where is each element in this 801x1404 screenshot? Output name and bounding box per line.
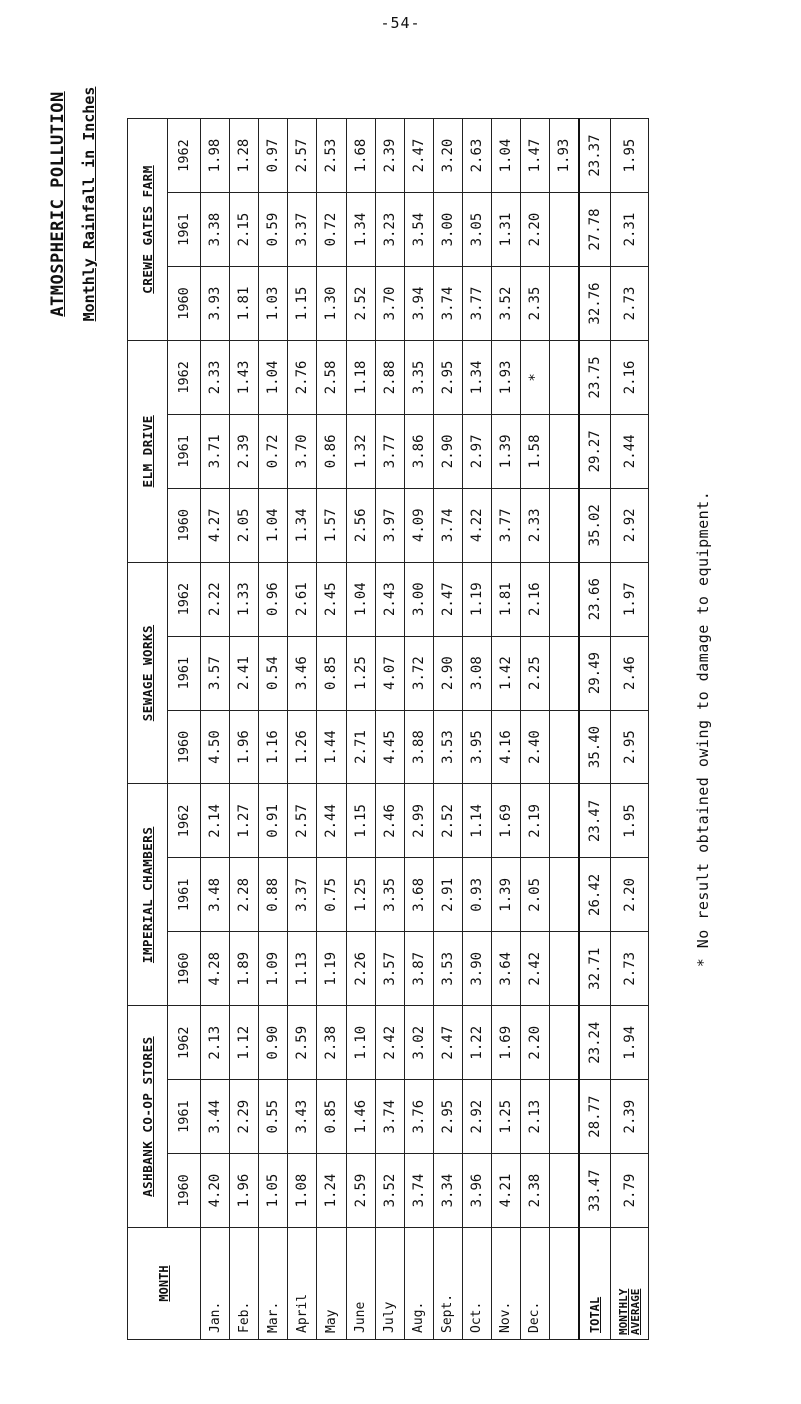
- rainfall-cell: 2.16: [520, 562, 549, 636]
- month-label: Oct.: [462, 1228, 491, 1340]
- empty-cell: [549, 1154, 579, 1228]
- rainfall-cell: 1.30: [317, 267, 346, 341]
- rainfall-cell: 0.75: [317, 858, 346, 932]
- rainfall-cell: 2.53: [317, 119, 346, 193]
- rainfall-cell: 1.15: [346, 784, 375, 858]
- rainfall-cell: 3.05: [462, 193, 491, 267]
- rainfall-cell: 3.53: [433, 710, 462, 784]
- rainfall-cell: 2.52: [433, 784, 462, 858]
- page-number: -54-: [380, 14, 421, 32]
- rainfall-cell: 3.95: [462, 710, 491, 784]
- year-header: 1962: [167, 1006, 200, 1080]
- rainfall-cell: 2.57: [288, 784, 317, 858]
- rainfall-cell: 3.08: [462, 636, 491, 710]
- rainfall-cell: 2.45: [317, 562, 346, 636]
- average-label: [611, 1228, 649, 1340]
- average-label-line: AVERAGE: [628, 1288, 642, 1335]
- rainfall-cell: 1.89: [230, 932, 259, 1006]
- empty-cell: [549, 488, 579, 562]
- empty-cell: [549, 193, 579, 267]
- rainfall-cell: 2.13: [520, 1080, 549, 1154]
- rainfall-cell: 2.92: [462, 1080, 491, 1154]
- rainfall-cell: 3.97: [375, 488, 404, 562]
- empty-cell: [549, 1080, 579, 1154]
- rainfall-cell: *: [520, 340, 549, 414]
- rainfall-cell: 1.93: [491, 340, 520, 414]
- rainfall-cell: 2.57: [288, 119, 317, 193]
- rainfall-cell: 4.07: [375, 636, 404, 710]
- rainfall-cell: 3.35: [375, 858, 404, 932]
- month-label: July: [375, 1228, 404, 1340]
- rainfall-cell: 2.40: [520, 710, 549, 784]
- rainfall-cell: 1.16: [259, 710, 288, 784]
- empty-cell: [549, 636, 579, 710]
- rainfall-cell: 3.37: [288, 858, 317, 932]
- rainfall-cell: 2.47: [433, 1006, 462, 1080]
- page-subtitle: Monthly Rainfall in Inches: [80, 86, 98, 322]
- year-header: 1961: [167, 414, 200, 488]
- rainfall-cell: 2.42: [375, 1006, 404, 1080]
- rainfall-cell: 2.14: [201, 784, 230, 858]
- rainfall-cell: 0.59: [259, 193, 288, 267]
- average-cell: 2.95: [611, 710, 649, 784]
- rainfall-cell: 1.42: [491, 636, 520, 710]
- rainfall-cell: 1.10: [346, 1006, 375, 1080]
- total-cell: 23.75: [579, 340, 611, 414]
- rainfall-cell: 1.13: [288, 932, 317, 1006]
- month-label: Sept.: [433, 1228, 462, 1340]
- year-header: 1961: [167, 193, 200, 267]
- rainfall-cell: 2.46: [375, 784, 404, 858]
- month-label: Nov.: [491, 1228, 520, 1340]
- average-cell: 2.46: [611, 636, 649, 710]
- rainfall-cell: 3.88: [404, 710, 433, 784]
- rainfall-cell: 2.47: [433, 562, 462, 636]
- rainfall-cell: 2.95: [433, 340, 462, 414]
- rainfall-cell: 1.58: [520, 414, 549, 488]
- rainfall-cell: 4.45: [375, 710, 404, 784]
- table-row: [346, 119, 375, 1340]
- rainfall-cell: 0.96: [259, 562, 288, 636]
- table-row: [520, 119, 549, 1340]
- rainfall-cell: 1.47: [520, 119, 549, 193]
- rainfall-cell: 1.15: [288, 267, 317, 341]
- rainfall-cell: 2.90: [433, 636, 462, 710]
- rainfall-cell: 3.87: [404, 932, 433, 1006]
- rainfall-cell: 1.25: [491, 1080, 520, 1154]
- average-cell: 2.73: [611, 932, 649, 1006]
- total-cell: 32.76: [579, 267, 611, 341]
- rainfall-cell: 3.64: [491, 932, 520, 1006]
- year-header: 1962: [167, 784, 200, 858]
- total-cell: 32.71: [579, 932, 611, 1006]
- average-label-line: MONTHLY: [616, 1288, 630, 1335]
- rainfall-cell: 3.77: [375, 414, 404, 488]
- average-cell: 1.94: [611, 1006, 649, 1080]
- station-header: ASHBANK CO-OP STORES: [128, 1006, 168, 1228]
- month-label: Aug.: [404, 1228, 433, 1340]
- year-header: 1960: [167, 1154, 200, 1228]
- empty-cell: [549, 1006, 579, 1080]
- rainfall-cell: 3.23: [375, 193, 404, 267]
- rainfall-cell: 3.20: [433, 119, 462, 193]
- rainfall-cell: 1.34: [462, 340, 491, 414]
- rainfall-cell: 2.05: [520, 858, 549, 932]
- rainfall-cell: 1.25: [346, 636, 375, 710]
- rainfall-cell: 1.34: [346, 193, 375, 267]
- rainfall-cell: 4.20: [201, 1154, 230, 1228]
- rainfall-cell: 1.32: [346, 414, 375, 488]
- rainfall-cell: 2.76: [288, 340, 317, 414]
- month-label: April: [288, 1228, 317, 1340]
- rainfall-cell: 1.19: [462, 562, 491, 636]
- rainfall-cell: 4.22: [462, 488, 491, 562]
- rainfall-cell: 1.22: [462, 1006, 491, 1080]
- rainfall-cell: 3.68: [404, 858, 433, 932]
- rainfall-cell: 0.91: [259, 784, 288, 858]
- year-header: 1961: [167, 636, 200, 710]
- rainfall-cell: 1.93: [549, 119, 579, 193]
- total-cell: 28.77: [579, 1080, 611, 1154]
- rainfall-cell: 2.59: [288, 1006, 317, 1080]
- rainfall-cell: 2.33: [520, 488, 549, 562]
- rainfall-cell: 4.16: [491, 710, 520, 784]
- rainfall-cell: 1.69: [491, 1006, 520, 1080]
- station-header: CREWE GATES FARM: [128, 119, 168, 341]
- rainfall-cell: 1.39: [491, 414, 520, 488]
- rainfall-cell: 3.35: [404, 340, 433, 414]
- rainfall-cell: 3.52: [491, 267, 520, 341]
- rainfall-cell: 3.53: [433, 932, 462, 1006]
- table-row: [491, 119, 520, 1340]
- empty-cell: [549, 414, 579, 488]
- rainfall-cell: 2.38: [520, 1154, 549, 1228]
- rainfall-cell: 3.94: [404, 267, 433, 341]
- average-cell: 2.92: [611, 488, 649, 562]
- rainfall-cell: 2.95: [433, 1080, 462, 1154]
- rainfall-cell: 1.98: [201, 119, 230, 193]
- rainfall-cell: 2.58: [317, 340, 346, 414]
- rainfall-cell: 1.43: [230, 340, 259, 414]
- rainfall-cell: 1.68: [346, 119, 375, 193]
- rainfall-cell: 3.74: [433, 488, 462, 562]
- average-cell: 1.95: [611, 784, 649, 858]
- total-label: TOTAL: [579, 1228, 611, 1340]
- year-header: 1961: [167, 858, 200, 932]
- rainfall-cell: 2.05: [230, 488, 259, 562]
- rainfall-cell: 3.76: [404, 1080, 433, 1154]
- rainfall-cell: 2.26: [346, 932, 375, 1006]
- year-header: 1960: [167, 710, 200, 784]
- rainfall-cell: 3.57: [375, 932, 404, 1006]
- rainfall-cell: 1.46: [346, 1080, 375, 1154]
- table-row: [201, 119, 230, 1340]
- rainfall-cell: 2.39: [375, 119, 404, 193]
- total-cell: 35.40: [579, 710, 611, 784]
- rainfall-cell: 1.44: [317, 710, 346, 784]
- rainfall-cell: 1.14: [462, 784, 491, 858]
- rainfall-cell: 3.52: [375, 1154, 404, 1228]
- empty-cell: [549, 340, 579, 414]
- table-row: [230, 119, 259, 1340]
- rainfall-cell: 2.13: [201, 1006, 230, 1080]
- rainfall-cell: 0.55: [259, 1080, 288, 1154]
- rainfall-cell: 1.08: [288, 1154, 317, 1228]
- rainfall-cell: 0.72: [259, 414, 288, 488]
- rainfall-cell: 2.59: [346, 1154, 375, 1228]
- average-cell: 2.73: [611, 267, 649, 341]
- rainfall-cell: 1.04: [346, 562, 375, 636]
- station-header: SEWAGE WORKS: [128, 562, 168, 784]
- station-header-row: [128, 119, 168, 1340]
- average-cell: 2.16: [611, 340, 649, 414]
- rainfall-cell: 3.48: [201, 858, 230, 932]
- rainfall-cell: 1.81: [491, 562, 520, 636]
- rainfall-cell: 2.25: [520, 636, 549, 710]
- empty-cell: [549, 932, 579, 1006]
- empty-cell: [549, 784, 579, 858]
- rainfall-cell: 3.38: [201, 193, 230, 267]
- rainfall-cell: 3.02: [404, 1006, 433, 1080]
- rainfall-cell: 3.72: [404, 636, 433, 710]
- total-cell: 23.37: [579, 119, 611, 193]
- footnote: * No result obtained owing to damage to equipment.: [694, 490, 712, 968]
- average-cell: 2.31: [611, 193, 649, 267]
- rainfall-cell: 2.28: [230, 858, 259, 932]
- rainfall-cell: 3.37: [288, 193, 317, 267]
- rainfall-cell: 2.43: [375, 562, 404, 636]
- average-cell: 2.44: [611, 414, 649, 488]
- month-label: Dec.: [520, 1228, 549, 1340]
- rainfall-cell: 2.71: [346, 710, 375, 784]
- total-cell: 23.47: [579, 784, 611, 858]
- rainfall-cell: 2.20: [520, 193, 549, 267]
- rainfall-cell: 3.44: [201, 1080, 230, 1154]
- month-label: Mar.: [259, 1228, 288, 1340]
- total-cell: 33.47: [579, 1154, 611, 1228]
- rainfall-cell: 0.72: [317, 193, 346, 267]
- empty-cell: [549, 267, 579, 341]
- rainfall-cell: 1.04: [259, 488, 288, 562]
- total-row: [579, 119, 611, 1340]
- rainfall-cell: 1.09: [259, 932, 288, 1006]
- rainfall-cell: 1.96: [230, 1154, 259, 1228]
- table-row: [259, 119, 288, 1340]
- rainfall-cell: 1.26: [288, 710, 317, 784]
- rainfall-cell: 3.74: [375, 1080, 404, 1154]
- average-row: [611, 119, 649, 1340]
- rainfall-cell: 2.97: [462, 414, 491, 488]
- rainfall-cell: 3.93: [201, 267, 230, 341]
- rainfall-cell: 0.86: [317, 414, 346, 488]
- rainfall-cell: 3.74: [404, 1154, 433, 1228]
- rainfall-cell: 1.33: [230, 562, 259, 636]
- rainfall-cell: 1.03: [259, 267, 288, 341]
- station-header: IMPERIAL CHAMBERS: [128, 784, 168, 1006]
- year-header: 1960: [167, 932, 200, 1006]
- total-cell: 29.49: [579, 636, 611, 710]
- table-row: [375, 119, 404, 1340]
- rainfall-cell: 3.70: [288, 414, 317, 488]
- rainfall-cell: 1.31: [491, 193, 520, 267]
- month-label: Jan.: [201, 1228, 230, 1340]
- rainfall-cell: 0.85: [317, 1080, 346, 1154]
- rainfall-cell: 0.85: [317, 636, 346, 710]
- rainfall-cell: 3.74: [433, 267, 462, 341]
- table-row: [462, 119, 491, 1340]
- station-header: ELM DRIVE: [128, 340, 168, 562]
- year-header: 1960: [167, 267, 200, 341]
- rainfall-cell: 3.43: [288, 1080, 317, 1154]
- year-header-row: [167, 119, 200, 1340]
- rainfall-cell: 1.57: [317, 488, 346, 562]
- rainfall-cell: 1.69: [491, 784, 520, 858]
- rainfall-cell: 1.28: [230, 119, 259, 193]
- rainfall-cell: 2.41: [230, 636, 259, 710]
- month-label: June: [346, 1228, 375, 1340]
- rainfall-table: [127, 118, 649, 1340]
- rainfall-cell: 3.77: [491, 488, 520, 562]
- rainfall-cell: 2.61: [288, 562, 317, 636]
- year-header: 1962: [167, 119, 200, 193]
- table-row: [317, 119, 346, 1340]
- rainfall-cell: 1.19: [317, 932, 346, 1006]
- rainfall-cell: 4.21: [491, 1154, 520, 1228]
- total-cell: 26.42: [579, 858, 611, 932]
- rainfall-cell: 4.50: [201, 710, 230, 784]
- rainfall-cell: 2.88: [375, 340, 404, 414]
- rainfall-cell: 3.96: [462, 1154, 491, 1228]
- rainfall-cell: 3.71: [201, 414, 230, 488]
- rainfall-cell: 2.44: [317, 784, 346, 858]
- average-cell: 1.95: [611, 119, 649, 193]
- rainfall-cell: 2.29: [230, 1080, 259, 1154]
- table-row: [549, 119, 579, 1340]
- rainfall-cell: 3.00: [433, 193, 462, 267]
- rainfall-cell: 2.47: [404, 119, 433, 193]
- average-cell: 2.39: [611, 1080, 649, 1154]
- month-header: MONTH: [128, 1228, 201, 1340]
- year-header: 1962: [167, 562, 200, 636]
- month-label: Feb.: [230, 1228, 259, 1340]
- rainfall-cell: 2.63: [462, 119, 491, 193]
- rainfall-cell: 1.04: [491, 119, 520, 193]
- rainfall-cell: 0.93: [462, 858, 491, 932]
- table-row: [288, 119, 317, 1340]
- table-row: [404, 119, 433, 1340]
- page-title: ATMOSPHERIC POLLUTION: [48, 91, 68, 317]
- year-header: 1962: [167, 340, 200, 414]
- rainfall-cell: 2.42: [520, 932, 549, 1006]
- rainfall-cell: 4.28: [201, 932, 230, 1006]
- rainfall-cell: 2.15: [230, 193, 259, 267]
- rainfall-cell: 2.19: [520, 784, 549, 858]
- rainfall-cell: 2.99: [404, 784, 433, 858]
- total-cell: 23.24: [579, 1006, 611, 1080]
- rainfall-cell: 1.81: [230, 267, 259, 341]
- table-row: [433, 119, 462, 1340]
- rainfall-cell: 0.90: [259, 1006, 288, 1080]
- rainfall-cell: 2.91: [433, 858, 462, 932]
- month-label: May: [317, 1228, 346, 1340]
- average-cell: 2.79: [611, 1154, 649, 1228]
- rainfall-cell: 2.56: [346, 488, 375, 562]
- rainfall-cell: 3.46: [288, 636, 317, 710]
- rainfall-cell: 3.54: [404, 193, 433, 267]
- rainfall-cell: 1.34: [288, 488, 317, 562]
- total-cell: 29.27: [579, 414, 611, 488]
- rainfall-cell: 3.77: [462, 267, 491, 341]
- rainfall-cell: 0.88: [259, 858, 288, 932]
- empty-cell: [549, 858, 579, 932]
- total-cell: 27.78: [579, 193, 611, 267]
- rainfall-cell: 4.27: [201, 488, 230, 562]
- rainfall-cell: 1.25: [346, 858, 375, 932]
- average-cell: 2.20: [611, 858, 649, 932]
- rainfall-cell: 2.22: [201, 562, 230, 636]
- rainfall-cell: 4.09: [404, 488, 433, 562]
- year-header: 1960: [167, 488, 200, 562]
- empty-cell: [549, 562, 579, 636]
- rainfall-cell: 2.20: [520, 1006, 549, 1080]
- rainfall-cell: 2.33: [201, 340, 230, 414]
- empty-cell: [549, 710, 579, 784]
- rainfall-cell: 2.52: [346, 267, 375, 341]
- rainfall-cell: 3.86: [404, 414, 433, 488]
- rainfall-cell: 1.04: [259, 340, 288, 414]
- rainfall-cell: 2.38: [317, 1006, 346, 1080]
- total-cell: 35.02: [579, 488, 611, 562]
- rainfall-cell: 0.54: [259, 636, 288, 710]
- rainfall-cell: 1.05: [259, 1154, 288, 1228]
- total-cell: 23.66: [579, 562, 611, 636]
- rainfall-cell: 1.24: [317, 1154, 346, 1228]
- average-cell: 1.97: [611, 562, 649, 636]
- year-header: 1961: [167, 1080, 200, 1154]
- rainfall-cell: 1.27: [230, 784, 259, 858]
- rainfall-cell: 1.96: [230, 710, 259, 784]
- rainfall-cell: 3.90: [462, 932, 491, 1006]
- rainfall-cell: 3.00: [404, 562, 433, 636]
- rainfall-cell: 3.70: [375, 267, 404, 341]
- rainfall-cell: 1.39: [491, 858, 520, 932]
- rainfall-cell: 1.18: [346, 340, 375, 414]
- rainfall-cell: 1.12: [230, 1006, 259, 1080]
- rainfall-cell: 2.35: [520, 267, 549, 341]
- rainfall-cell: 3.34: [433, 1154, 462, 1228]
- empty-cell: [549, 1228, 579, 1340]
- rainfall-cell: 3.57: [201, 636, 230, 710]
- rainfall-cell: 0.97: [259, 119, 288, 193]
- rainfall-cell: 2.90: [433, 414, 462, 488]
- rainfall-cell: 2.39: [230, 414, 259, 488]
